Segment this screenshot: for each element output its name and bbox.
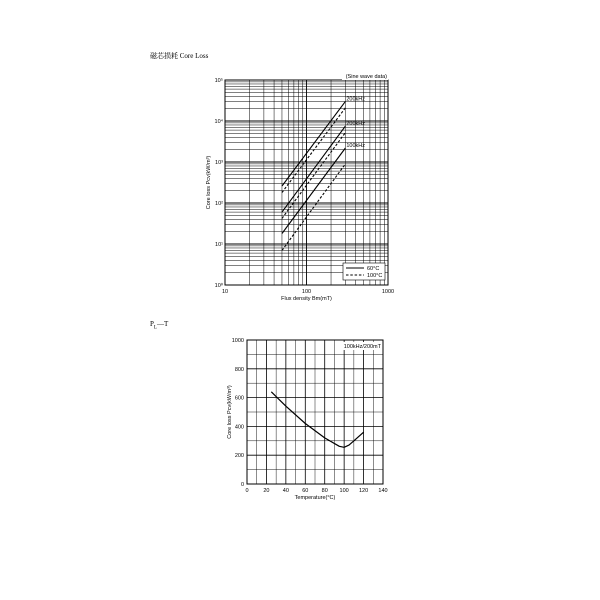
x-tick-label: 0: [245, 488, 249, 494]
x-tick-label: 1000: [381, 289, 395, 295]
x-tick-label: 20: [263, 488, 270, 494]
legend-label: 60°C: [367, 266, 380, 272]
x-tick-label: 10: [221, 289, 229, 295]
y-tick-label: 10²: [215, 201, 223, 207]
y-axis-label: Core loss Pcv(kW/m³): [227, 385, 233, 439]
x-tick-label: 60: [302, 488, 309, 494]
y-tick-label: 10⁰: [214, 283, 223, 289]
y-tick-label: 10⁴: [214, 119, 223, 125]
x-axis-label: Temperature(°C): [294, 495, 336, 501]
y-tick-label: 10³: [215, 160, 223, 166]
x-tick-label: 80: [321, 488, 328, 494]
pl-t-heading: $P_L—T$: [150, 320, 169, 331]
series-line: [282, 133, 345, 219]
y-tick-label: 600: [234, 395, 244, 402]
x-tick-label: 100: [339, 488, 349, 494]
pl-t-series: [271, 392, 363, 448]
core-loss-grid: [225, 80, 388, 285]
y-axis-label: Core loss Pcv(kW/m³): [206, 155, 212, 210]
series-line: [282, 126, 345, 212]
x-tick-label: 40: [282, 488, 289, 494]
x-axis-label: Flux density Bm(mT): [281, 296, 332, 302]
series-line: [282, 108, 345, 193]
annotation-text: (Sine wave data): [345, 74, 387, 80]
core-loss-heading: 磁芯损耗 Core Loss: [150, 52, 209, 60]
series-label: 200kHz: [346, 96, 366, 103]
y-tick-label: 10¹: [215, 242, 223, 248]
legend-label: 100°C: [367, 273, 383, 279]
y-tick-label: 400: [234, 424, 244, 431]
y-tick-label: 0: [240, 482, 244, 488]
y-tick-label: 800: [234, 366, 244, 373]
series-line: [271, 392, 363, 448]
x-tick-label: 100: [301, 289, 312, 295]
y-tick-label: 10⁵: [214, 78, 223, 84]
y-tick-label: 200: [234, 453, 244, 460]
x-tick-label: 140: [378, 488, 388, 494]
y-tick-label: 1000: [231, 338, 244, 344]
annotation-text: 100kHz/200mT: [343, 344, 381, 350]
series-label: 100kHz: [346, 142, 366, 149]
core-loss-series: [282, 101, 345, 250]
series-line: [282, 101, 345, 186]
pl-t-grid: [247, 340, 383, 484]
series-label: 200kHz: [346, 121, 366, 128]
x-tick-label: 120: [358, 488, 369, 494]
